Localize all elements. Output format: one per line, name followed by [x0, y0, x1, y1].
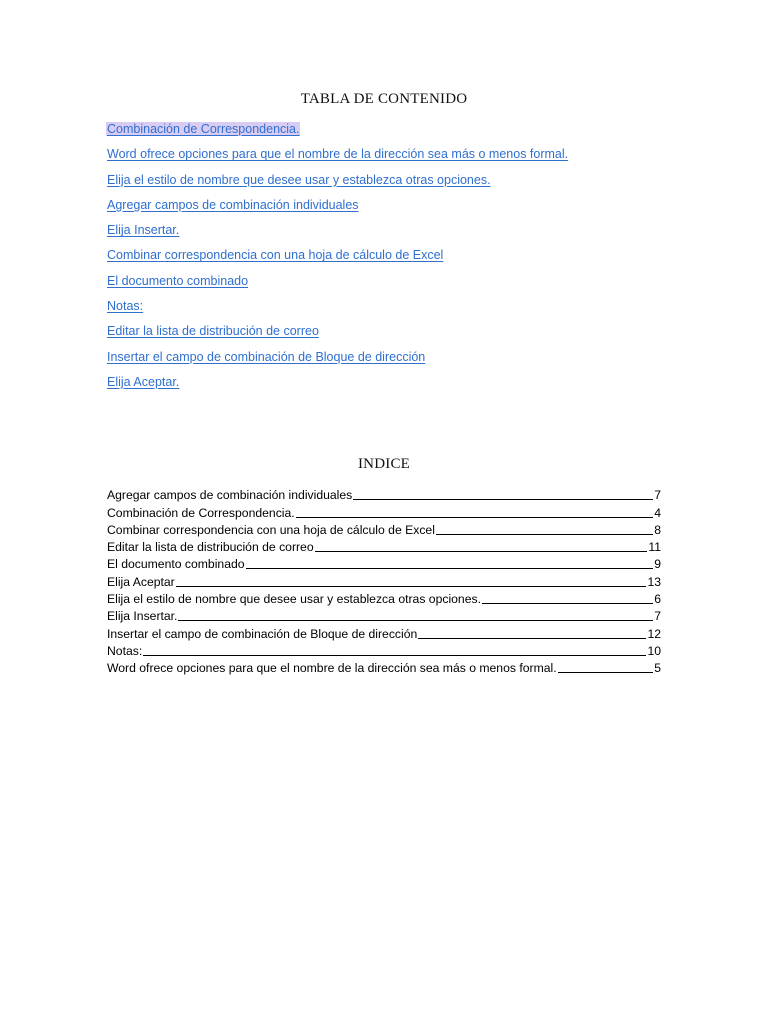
toc-link[interactable]: Notas:: [107, 299, 144, 314]
toc-link[interactable]: Agregar campos de combinación individuales: [107, 197, 359, 212]
index-leader-line: [246, 568, 654, 569]
index-entry-page: 13: [647, 574, 661, 589]
index-entry: [107, 642, 661, 659]
toc-item: [106, 373, 569, 398]
index-entry-text: Combinar correspondencia con una hoja de cálculo de Excel: [107, 522, 435, 537]
toc-link[interactable]: Combinación de Correspondencia.: [107, 122, 300, 136]
toc-item: [106, 196, 569, 221]
index-leader-line: [143, 655, 646, 656]
toc-item: [106, 322, 569, 347]
toc-item: [106, 297, 569, 322]
index-entry-text: El documento combinado: [107, 557, 245, 572]
toc-item: [106, 120, 569, 145]
toc-link[interactable]: El documento combinado: [107, 273, 249, 288]
index-entry-text: Combinación de Correspondencia.: [107, 505, 295, 520]
index-entry-text: Elija el estilo de nombre que desee usar y establezca otras opciones.: [107, 592, 481, 607]
index-entry-text: Elija Insertar.: [107, 609, 178, 624]
index-entry-page: 12: [647, 626, 661, 641]
index-title: INDICE: [357, 456, 411, 472]
toc-item: [106, 145, 569, 170]
index-entry: [107, 555, 661, 572]
index-entry: [107, 486, 661, 503]
toc-link[interactable]: Combinar correspondencia con una hoja de cálculo de Excel: [107, 248, 444, 263]
index-leader-line: [353, 499, 653, 500]
toc-link[interactable]: Word ofrece opciones para que el nombre de la dirección sea más o menos formal.: [107, 147, 569, 162]
index-entry-text: Notas:: [107, 643, 143, 658]
index-entry-text: Agregar campos de combinación individuales: [107, 488, 353, 503]
index-entry: [107, 572, 661, 589]
index-leader-line: [436, 534, 653, 535]
index-entry-page: 11: [648, 540, 661, 555]
index-entry-text: Editar la lista de distribución de correo: [107, 540, 314, 555]
index-entry: [107, 590, 661, 607]
index-entry-page: 9: [654, 557, 661, 572]
index-entry-page: 8: [654, 522, 661, 537]
index-leader-line: [482, 603, 653, 604]
index-leader-line: [178, 620, 653, 621]
index-entry-page: 7: [654, 488, 661, 503]
toc-link[interactable]: Insertar el campo de combinación de Bloque de dirección: [107, 349, 426, 364]
toc-item: [106, 171, 569, 196]
index-entry-page: 5: [654, 661, 661, 676]
index-entry-text: Insertar el campo de combinación de Bloque de dirección: [107, 626, 418, 641]
toc-item: [106, 246, 569, 271]
toc-link[interactable]: Elija Aceptar.: [107, 374, 180, 389]
toc-item: [106, 348, 569, 373]
index-entry: [107, 607, 661, 624]
index-leader-line: [315, 551, 648, 552]
index-entry-page: 4: [654, 505, 661, 520]
index-leader-line: [418, 638, 646, 639]
toc-title: TABLA DE CONTENIDO: [300, 91, 468, 107]
index-entry-text: Word ofrece opciones para que el nombre de la dirección sea más o menos formal.: [107, 661, 557, 676]
toc-link[interactable]: Elija Insertar.: [107, 223, 180, 238]
index-leader-line: [176, 586, 647, 587]
index-leader-line: [558, 672, 654, 673]
index-entry: [107, 503, 661, 520]
index-entry-page: 10: [647, 643, 661, 658]
index-entry: [107, 624, 661, 641]
toc-link[interactable]: Elija el estilo de nombre que desee usar y establezca otras opciones.: [107, 172, 491, 187]
index-entry-text: Elija Aceptar: [107, 574, 175, 589]
index-entry: [107, 521, 661, 538]
toc-link[interactable]: Editar la lista de distribución de correo: [107, 324, 319, 339]
index-entry-page: 7: [654, 609, 661, 624]
toc-item: [106, 272, 569, 297]
toc-item: [106, 221, 569, 246]
toc-list: [106, 120, 569, 398]
index-entry: [107, 659, 661, 676]
index-leader-line: [296, 517, 654, 518]
index-entry: [107, 538, 661, 555]
index-entry-page: 6: [654, 592, 661, 607]
index-list: [107, 486, 661, 676]
